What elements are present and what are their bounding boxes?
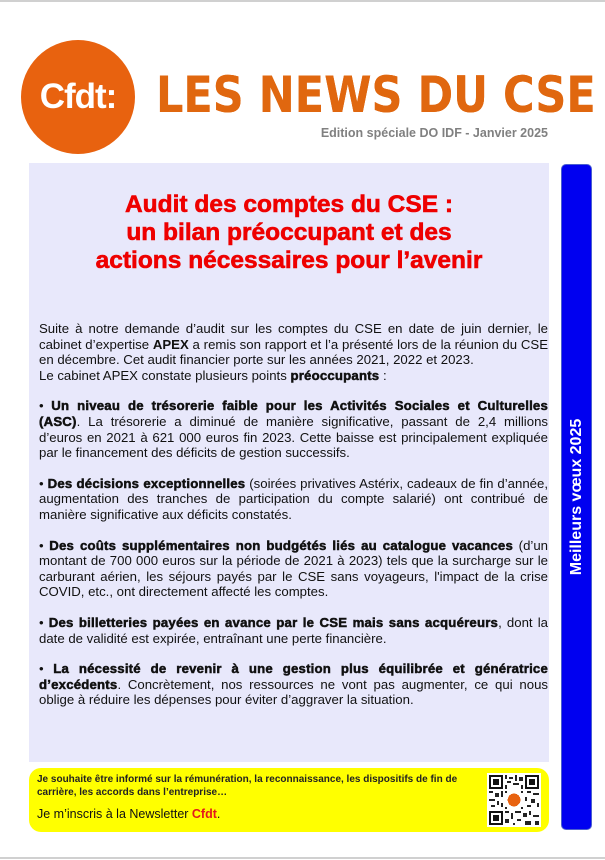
- point-text: (soirées privatives Astérix, cadeaux de fin d’année, augmentation des tranches de participation du compte salarié) ont contribué de manière significative aux déficits constatés.: [39, 475, 548, 522]
- lead-text: Le cabinet APEX constate plusieurs points: [39, 367, 291, 383]
- article-body: [39, 321, 548, 708]
- newsletter-signup-box[interactable]: [29, 768, 549, 832]
- bullet-icon: •: [39, 398, 52, 414]
- greetings-banner: [561, 164, 592, 830]
- intro-text: Suite à notre demande d’audit sur les comptes du CSE en date de juin dernier, le cabinet d’expertise: [39, 321, 548, 352]
- point-text: . La trésorerie a diminué de manière significative, passant de 2,4 millions d’euros en 2021 à 621 000 euros fin 2023. Cette baisse est principalement expliquée par le financement des déficits de gestion successifs.: [39, 413, 548, 461]
- point-title: Des billetteries payées en avance par le CSE mais sans acquéreurs: [48, 614, 499, 630]
- lead-tail: :: [379, 367, 387, 383]
- cta-brand: Cfdt: [191, 807, 217, 821]
- point-item: [39, 476, 548, 523]
- greetings-text: Meilleurs vœux 2025: [567, 418, 585, 576]
- qr-code-icon[interactable]: [487, 773, 541, 827]
- edition-subtitle: Edition spéciale DO IDF - Janvier 2025: [320, 126, 548, 140]
- point-text: (d’un montant de 700 000 euros sur la période de 2021 à 2023) tels que la surcharge sur le carburant aérien, les séjours payés par le CSE sans voyageurs, l'impact de la crise COVID, etc., ont directement affecté les comptes.: [39, 537, 548, 600]
- bottom-divider: [0, 857, 605, 859]
- cfdt-logo: [21, 40, 135, 154]
- point-text: . Concrètement, nos ressources ne vont pas augmenter, ce qui nous oblige à réduire les dépenses pour éviter d’aggraver la situation.: [39, 676, 548, 708]
- article-panel: [29, 163, 549, 762]
- headline-line: un bilan préoccupant et des: [126, 219, 452, 246]
- point-title: La nécessité de revenir à une gestion plus équilibrée et génératrice d’excédents: [39, 661, 549, 692]
- logo-text: Cfdt:: [39, 77, 117, 116]
- apex-highlight: APEX: [152, 336, 189, 352]
- headline-line: actions nécessaires pour l’avenir: [95, 247, 483, 274]
- newsletter-title: LES NEWS DU CSE: [156, 66, 596, 124]
- cta-text: Je m’inscris à la Newsletter: [37, 807, 192, 821]
- lead-highlight: préoccupants: [290, 367, 380, 383]
- point-text: , dont la date de validité est expirée, entraînant une perte financière.: [39, 614, 548, 646]
- bullet-icon: •: [39, 537, 50, 553]
- point-item: [39, 538, 548, 600]
- bullet-icon: •: [39, 614, 49, 630]
- cta-suffix: .: [216, 807, 221, 821]
- point-title: Un niveau de trésorerie faible pour les Activités Sociales et Culturelles (ASC): [39, 398, 549, 429]
- article-headline: [29, 191, 549, 275]
- point-item: [39, 661, 548, 708]
- headline-line: Audit des comptes du CSE :: [124, 191, 454, 218]
- lead-paragraph: [39, 368, 548, 384]
- intro-text-cont: a remis son rapport et l’a présenté lors de la réunion du CSE en décembre. Cet audit financier porte sur les années 2021, 2022 et 2023.: [39, 336, 548, 368]
- point-title: Des coûts supplémentaires non budgétés liés au catalogue vacances: [49, 537, 513, 553]
- top-divider: [0, 0, 605, 2]
- point-item: [39, 615, 548, 646]
- newsletter-cta[interactable]: [37, 807, 220, 821]
- point-item: [39, 398, 548, 460]
- bullet-icon: •: [39, 475, 48, 491]
- newsletter-description: Je souhaite être informé sur la rémunération, la reconnaissance, les dispositifs de fin de carrière, les accords dans l’entreprise…: [37, 774, 458, 798]
- intro-paragraph: [39, 321, 548, 368]
- point-title: Des décisions exceptionnelles: [47, 475, 246, 491]
- bullet-icon: •: [39, 661, 54, 677]
